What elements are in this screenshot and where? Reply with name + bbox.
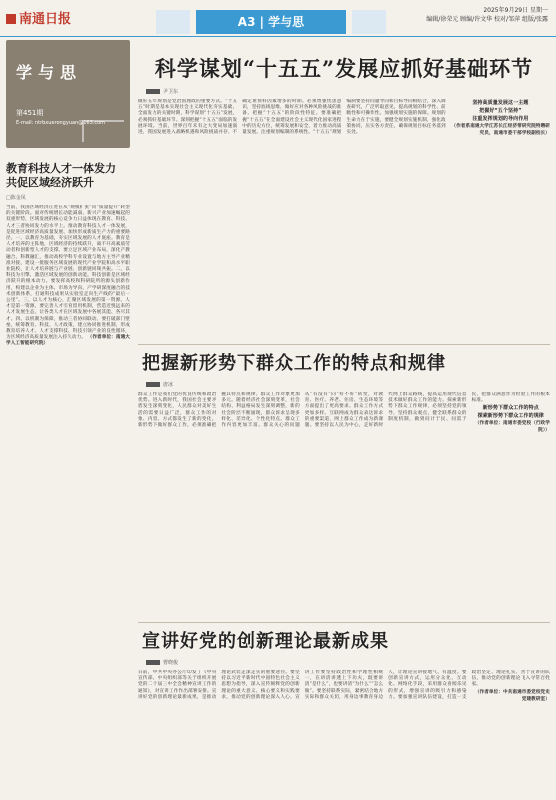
page-label-bar bbox=[196, 10, 346, 34]
article-2 bbox=[138, 344, 550, 615]
article-3-byline bbox=[146, 659, 550, 666]
issue-date: 2025年9月29日 星期一 bbox=[483, 7, 548, 14]
byline-photo bbox=[146, 89, 160, 94]
main-area bbox=[138, 40, 550, 796]
header-rule bbox=[0, 36, 556, 37]
pagebar-right-block bbox=[352, 10, 386, 34]
contact-email: E-mail: ntrbxuerongyuan@163.com bbox=[16, 120, 106, 126]
issue-number: 第451期 bbox=[16, 109, 44, 117]
logo-text: 南通日报 bbox=[19, 12, 72, 27]
article-3-text: 日前，中共中央办公厅印发了《中央宣传部、中央组织部等关于组织开展党的二十届三中全会精神宣讲工作的通知》，对宣讲工作作出部署安排。宣讲好党的创新理论最新成果，是推动理论武装走深走实的重要途径。要坚持以习近平新时代中国特色社会主义思想为指导，深入宣传阐释党的创新理论的重大意义、核心要义和实践要求，推动党的创新理论深入人心。宣讲工作要坚持政治性和学理性相统一，在讲清讲透上下功夫，既要讲清“是什么”，也要讲清“为什么”“怎么做”。要坚持联系实际，紧密结合地方实际和群众关切，用身边事教育身边人，让理论宣讲接地气、有温度。要创新宣讲方式，运用分众化、互动化、网络化手段，采用群众喜闻乐见的形式，增强宣讲的吸引力和感染力。要加强宣讲队伍建设，打造一支政治坚定、理论扎实、善于宣讲的队伍，推动党的创新理论飞入寻常百姓家。 bbox=[138, 670, 550, 700]
byline-photo bbox=[146, 382, 160, 387]
article-3-headline: 宣讲好党的创新理论最新成果 bbox=[142, 631, 389, 652]
article-1-text: 做好五年规划是党治国理政的重要方式。“十五五”时期是基本实现社会主义现代化夯实基础、全面发力的关键时期，科学谋划“十五五”发展，必须抓好基础环节。深刻把握“十五五”面临的发展环境。当前，世界百年未有之大变局加速演进，我国发展进入战略机遇和风险挑战并存、不确定难预料因素增多的时期。必须增强忧患意识，坚持底线思维，做好应对各种风险挑战的准备。把握“十五五”的阶段性特征。要准确把握“十五五”在全面建设社会主义现代化国家进程中的历史方位，统筹发展和安全，着力推动高质量发展。注重规划编制的系统性。“十五五”规划编制要坚持问题导向和目标导向相结合，深入调查研究，广泛听取意见，提高规划的科学性、前瞻性和可操作性。加强规划实施的保障。规划的生命力在于实施，要健全规划实施机制，强化政策协同，压实各方责任，确保规划目标任务落到实处。 bbox=[138, 99, 446, 136]
left-article-credit: （作者单位：南通大学人工智能研究院） bbox=[6, 335, 130, 347]
article-1 bbox=[138, 40, 550, 302]
article-2-byline bbox=[146, 381, 550, 388]
article-2-text: 群众工作是我们党的优良传统和政治优势。进入新时代，我国社会主要矛盾发生深刻变化，人民群众对美好生活的需要日益广泛，群众工作的对象、内容、方式都发生了新的变化。新形势下做好群众工作，必须准确把握其特点和规律。群众工作对象更加多元。随着经济社会深刻变革，社会结构、利益格局发生深刻调整，新的社会阶层不断涌现，群众诉求呈现多样化、差异化、个性化特点。群众工作内容更加丰富。群众关心的问题从“有没有”向“好不好”转变，对教育、医疗、养老、住房、生态环境等方面提出了更高要求。群众工作方式更加多样。互联网成为群众表达诉求的重要渠道，网上群众工作成为新课题。要坚持以人民为中心，走好新时代网上群众路线，提高运用现代信息技术做好群众工作的能力。探索新形势下群众工作规律，必须坚持党的领导，坚持群众观点，健全联系群众的制度机制，做到问计于民、问需于民，把群众满意作为检验工作的根本标准。 bbox=[138, 392, 550, 429]
article-2-credit: （作者单位：南通市委党校（行政学院）） bbox=[474, 421, 550, 434]
article-1-subhead-3: 注重发挥规划的导向作用 bbox=[472, 116, 529, 122]
article-2-headline: 把握新形势下群众工作的特点和规律 bbox=[142, 353, 446, 374]
logo-icon bbox=[6, 14, 16, 24]
byline-photo bbox=[146, 660, 160, 665]
masthead-title: 学与思 bbox=[16, 63, 83, 82]
article-1-subhead-1: 坚持高质量发展这一主题 bbox=[472, 100, 529, 106]
page-label: A3 | 学与思 bbox=[237, 15, 305, 29]
left-column bbox=[6, 40, 130, 796]
left-article-headline: 教育科技人才一体发力 共促区域经济跃升 bbox=[6, 162, 116, 189]
column-masthead bbox=[6, 40, 130, 148]
header-meta bbox=[426, 6, 548, 24]
article-3-credit: （作者单位：中共南通市委党校党史党建教研室） bbox=[474, 689, 550, 702]
article-1-subhead-2: 把握好“五个坚持” bbox=[479, 108, 522, 114]
article-3-author: 曹晓俊 bbox=[163, 660, 179, 666]
article-2-body bbox=[138, 392, 550, 614]
left-body-text: 当前，我国区域经济正处在从“规模扩张”向“质量提升”转型的关键阶段。面对传统增长动能减弱、新兴产业加速崛起的双重形势，区域发展的核心竞争力日益体现在教育、科技、人才三者协同发力的水平上。推动教育科技人才一体发展，是促进区域经济高质量发展、加快形成新质生产力的重要路径。一、以教育为基础，夯实区域发展的人才底座。教育是人才培养的主阵地，区域经济的持续跃升，离不开高素质劳动者和创新型人才的支撑。要立足区域产业布局，深化产教融合、科教融汇，推动高校学科专业设置与地方主导产业精准对接，建设一批服务区域发展的现代产业学院和高水平职业院校，让人才培养链与产业链、创新链同频共振。二、以科技为引擎，激活区域发展的创新动能。科技创新是区域经济跃升的根本动力。要发挥高校和科研院所的源头创新作用，构建以企业为主体、市场为导向、产学研深度融合的技术创新体系，打通科技成果从实验室走向生产线的“最后一公里”。三、以人才为核心，汇聚区域发展的第一资源。人才是第一资源，要完善人才引育留用机制，营造近悦远来的人才发展生态，让各类人才在区域发展中各展其能、各尽其才。四、以机制为保障，推动三者协同联动。要打破部门壁垒，统筹教育、科技、人才政策，建立协同推进机制，形成教育培养人才、人才支撑科技、科技引领产业的良性循环，为区域经济高质量发展注入持久动力。 bbox=[6, 205, 130, 341]
article-1-headline: 科学谋划“十五五”发展应抓好基础环节 bbox=[154, 56, 534, 81]
article-1-byline bbox=[146, 88, 550, 95]
article-1-body bbox=[138, 99, 550, 302]
left-article-byline: □陈金凤 bbox=[6, 195, 26, 201]
article-3 bbox=[138, 622, 550, 797]
newspaper-logo bbox=[6, 8, 71, 27]
article-1-credit: （作者系南通大学江苏长江经济带研究院特聘研究员，南通市委干部学校副校长） bbox=[451, 124, 550, 136]
article-3-body bbox=[138, 670, 550, 798]
article-2-subhead-2: 探索新形势下群众工作的规律 bbox=[477, 413, 544, 420]
article-2-author: 唐冰 bbox=[163, 382, 174, 388]
left-article-body bbox=[6, 205, 130, 753]
editor-line: 编辑/徐荣元 顾编/许文华 校对/邹萍 组版/张露 bbox=[426, 16, 548, 23]
article-2-subhead-1: 新形势下群众工作的特点 bbox=[482, 405, 539, 412]
page-header bbox=[0, 0, 556, 36]
pagebar-left-block bbox=[156, 10, 190, 34]
article-1-author: 尹卫东 bbox=[163, 89, 179, 95]
masthead-decoration bbox=[82, 120, 124, 142]
